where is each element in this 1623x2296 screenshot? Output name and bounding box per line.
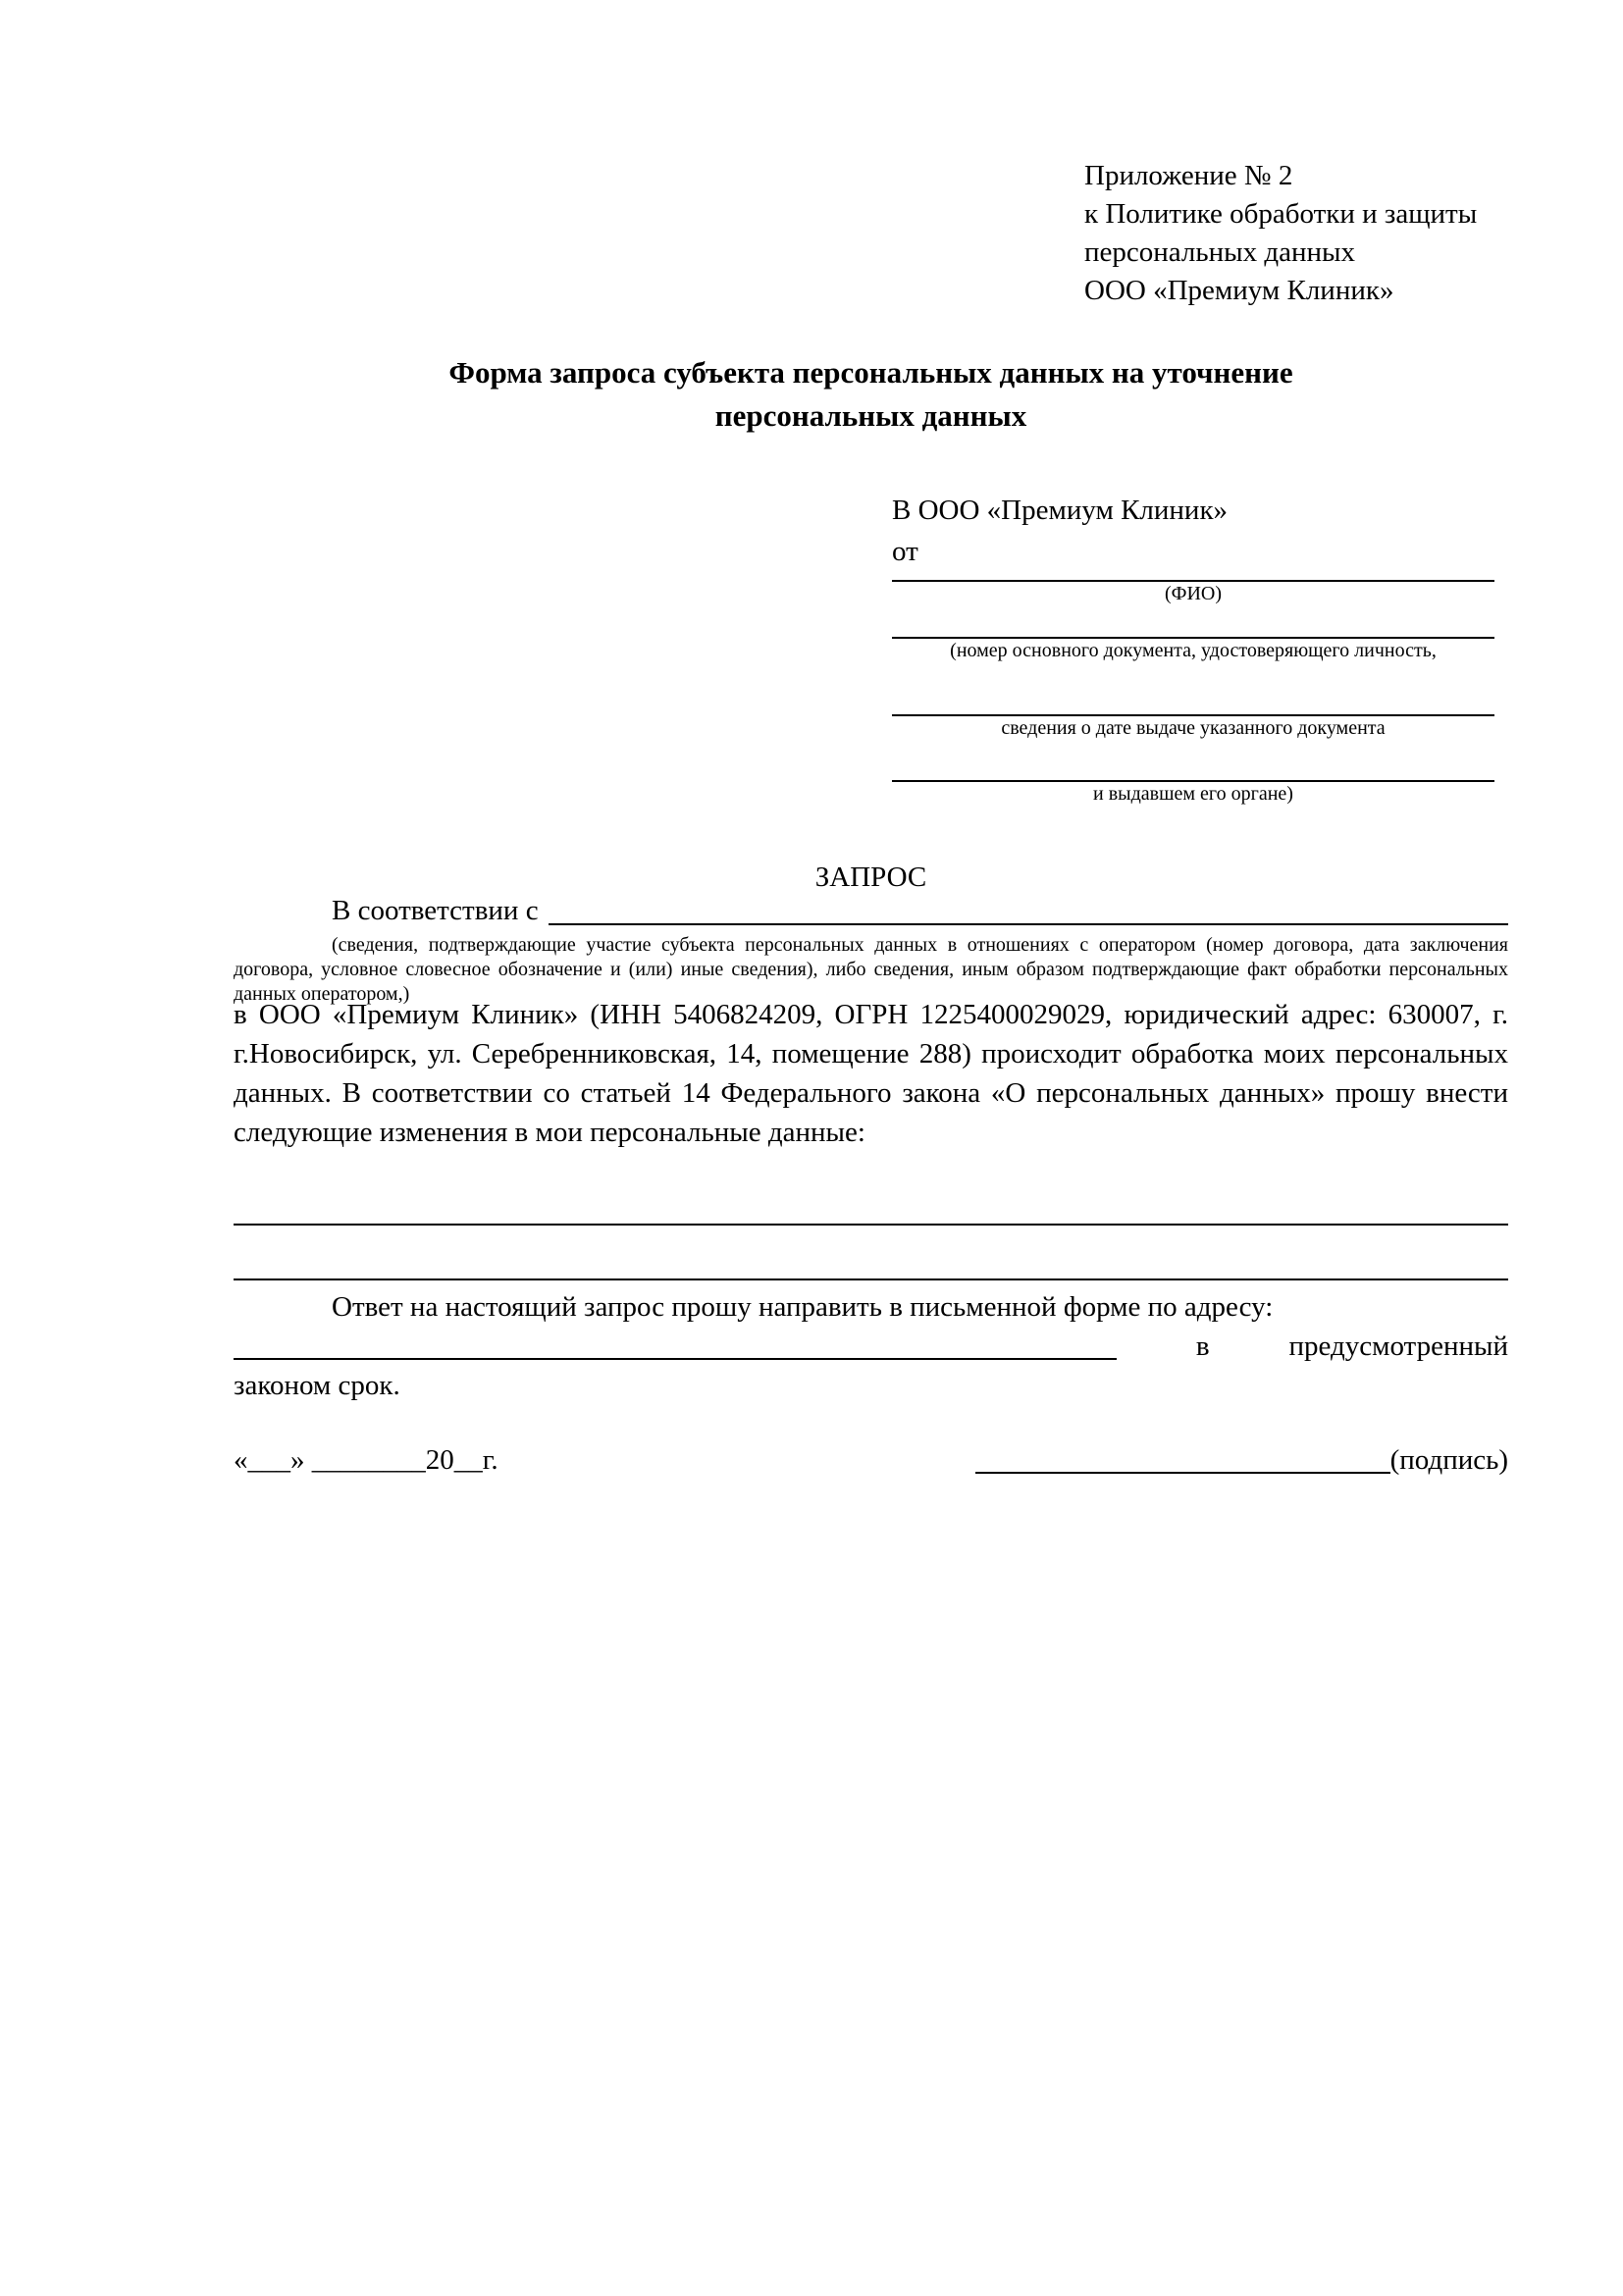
id-doc-caption: (номер основного документа, удостоверяющего личность, [950,640,1437,661]
accordance-write-line [549,891,1508,925]
fio-write-line [892,572,1494,582]
document-title-line-2: персональных данных [714,398,1027,433]
accordance-line [234,891,1508,930]
response-sentence: Ответ на настоящий запрос прошу направить в письменной форме по адресу: [332,1291,1274,1323]
request-heading: ЗАПРОС [814,861,927,893]
request-body: в ООО «Премиум Клиник» (ИНН 5406824209, ОГРН 1225400029029, юридический адрес: 630007, г. г.Новосибирск, ул. Серебренниковская, 14, помещение 288) происходит обработка моих персональных данных. В соответствии со статьей 14 Федерального закона «О персональных данных» прошу внести следующие изменения в мои персональные данные: [234,999,1508,1148]
accordance-prefix: В соответствии с [332,895,539,926]
issuing-authority-write-line [892,741,1494,782]
issue-date-caption: сведения о дате выдаче указанного документа [1001,717,1386,739]
document-title-line-1: Форма запроса субъекта персональных данных на уточнение [448,355,1293,390]
document-title [234,351,1508,438]
addressee-block [892,490,1494,807]
response-closing: законом срок. [234,1370,400,1401]
date-blank: «___» ________20__г. [234,1444,498,1476]
addressee-from-label: от [892,536,918,567]
issue-date-write-line [892,663,1494,716]
signature-caption: (подпись) [1389,1444,1508,1476]
response-tail-word-1: в [1195,1331,1210,1362]
address-write-line [234,1358,1117,1360]
id-doc-write-line [892,606,1494,639]
appendix-line: Приложение № 2 [1084,160,1293,191]
date-signature-row [234,1440,1508,1480]
appendix-line: персональных данных [1084,236,1356,268]
issuing-authority-caption: и выдавшем его органе) [1093,783,1293,805]
addressee-org: В ООО «Премиум Клиник» [892,495,1229,526]
response-address-row [234,1327,1508,1366]
appendix-note [1084,157,1516,310]
fine-print-note: (сведения, подтверждающие участие субъекта персональных данных в отношениях с оператором (номер договора, дата заключения договора, условное словесное обозначение и (или) иные сведения), либо сведения, иным образом подтверждающие факт обработки персональных данных оператором,) [234,934,1508,1005]
response-tail-word-2: предусмотренный [1288,1331,1508,1362]
changes-write-line-1 [234,1187,1508,1226]
appendix-line: к Политике обработки и защиты [1084,198,1478,230]
signature-area [975,1440,1508,1480]
fio-caption: (ФИО) [1164,583,1222,604]
changes-write-line-2 [234,1226,1508,1280]
appendix-line: ООО «Премиум Клиник» [1084,275,1394,306]
signature-write-line [975,1472,1390,1474]
